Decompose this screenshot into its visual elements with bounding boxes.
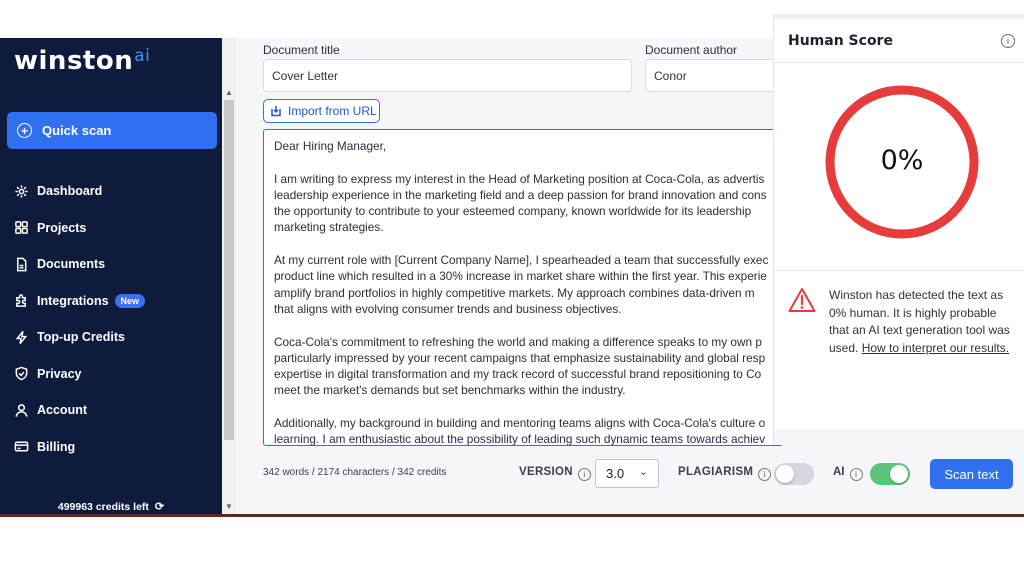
bolt-icon xyxy=(14,330,29,345)
editor-paragraph xyxy=(274,415,783,446)
sidebar-item-label: Top-up Credits xyxy=(37,330,125,345)
sidebar-item-documents[interactable] xyxy=(0,246,222,283)
sidebar-nav xyxy=(0,173,222,465)
editor-line: that aligns with evolving consumer trends and business objectives. xyxy=(274,301,622,316)
text-editor[interactable] xyxy=(263,129,783,446)
integrations-icon xyxy=(14,293,29,308)
projects-icon xyxy=(14,220,29,235)
version-label-text: VERSION xyxy=(519,466,573,478)
logo[interactable] xyxy=(14,46,150,76)
import-from-url-button[interactable] xyxy=(263,99,380,123)
ai-label xyxy=(833,466,863,481)
scroll-thumb[interactable] xyxy=(224,100,234,440)
logo-main: winston xyxy=(14,46,134,76)
editor-paragraph xyxy=(274,252,783,317)
sidebar-item-dashboard[interactable] xyxy=(0,173,222,210)
divider xyxy=(774,270,1024,271)
shield-icon xyxy=(14,366,29,381)
document-title-label: Document title xyxy=(263,43,340,57)
credits-text: 499963 credits left xyxy=(57,501,149,513)
documents-icon xyxy=(14,257,29,272)
editor-paragraph xyxy=(274,171,783,236)
sidebar-item-label: Account xyxy=(37,403,87,418)
toggle-knob xyxy=(890,465,908,483)
editor-line: Dear Hiring Manager, xyxy=(274,139,387,153)
dashboard-icon xyxy=(14,184,29,199)
panel-title: Human Score xyxy=(788,33,893,49)
editor-line: the opportunity to contribute to your esteemed company, known worldwide for its leadership xyxy=(274,204,752,219)
sidebar xyxy=(0,38,222,515)
sidebar-item-projects[interactable] xyxy=(0,210,222,247)
sidebar-item-account[interactable] xyxy=(0,392,222,429)
new-badge: New xyxy=(115,294,146,308)
bottom-border xyxy=(0,514,1024,517)
document-author-input[interactable]: Conor xyxy=(645,59,785,92)
version-label xyxy=(519,466,591,481)
editor-line: meet the market's demands but set benchmarks within the industry. xyxy=(274,383,626,398)
panel-top-bar xyxy=(774,14,1024,19)
quick-scan-label: Quick scan xyxy=(42,123,112,138)
billing-icon xyxy=(14,439,29,454)
editor-line: amplify brand portfolios in highly competitive markets. My approach combines data-driven m xyxy=(274,285,755,300)
chevron-down-icon: ⌄ xyxy=(638,466,648,478)
scroll-down-icon[interactable]: ▼ xyxy=(225,502,233,511)
sidebar-item-integrations[interactable] xyxy=(0,283,222,320)
sidebar-item-privacy[interactable] xyxy=(0,356,222,393)
ai-label-text: AI xyxy=(833,466,845,478)
toggle-knob xyxy=(776,465,794,483)
document-author-label: Document author xyxy=(645,43,738,57)
document-title-input[interactable]: Cover Letter xyxy=(263,59,632,92)
warning-icon xyxy=(788,287,816,313)
plagiarism-label xyxy=(678,466,771,481)
editor-paragraph xyxy=(274,138,783,154)
plus-icon: + xyxy=(17,123,32,138)
import-label: Import from URL xyxy=(288,104,377,118)
sidebar-scrollbar[interactable] xyxy=(222,38,236,515)
editor-line: Coca-Cola's commitment to refreshing the world and making a difference speaks to my own p xyxy=(274,334,762,349)
editor-line: learning. I am enthusiastic about the possibility of leading such dynamic teams towards achiev xyxy=(274,432,766,446)
document-stats: 342 words / 2174 characters / 342 credits xyxy=(263,467,447,478)
info-icon[interactable]: i xyxy=(758,468,771,481)
sidebar-item-label: Billing xyxy=(37,439,76,454)
editor-paragraph xyxy=(274,334,783,399)
verdict-message: Winston has detected the text as 0% human. It is highly probable that an AI text generation tool was used. xyxy=(829,288,1010,355)
sidebar-item-label: Documents xyxy=(37,257,106,272)
sidebar-item-label: Dashboard xyxy=(37,184,103,199)
divider xyxy=(774,62,1024,63)
editor-line: Additionally, my background in building and mentoring teams aligns with Coca-Cola's culture o xyxy=(274,416,766,431)
editor-line: expertise in digital transformation and my track record of successful brand repositioning to Co xyxy=(274,367,762,382)
sidebar-item-top-up-credits[interactable] xyxy=(0,319,222,356)
editor-line: leadership experience in the marketing field and a deep passion for brand innovation and cons xyxy=(274,187,767,202)
scroll-up-icon[interactable]: ▲ xyxy=(225,88,233,97)
editor-line: I am writing to express my interest in the Head of Marketing position at Coca-Cola, as advertis xyxy=(274,171,765,186)
sidebar-item-label: Integrations xyxy=(37,293,109,308)
human-score-value: 0% xyxy=(880,145,924,176)
info-icon[interactable]: i xyxy=(850,468,863,481)
scan-text-button[interactable]: Scan text xyxy=(930,459,1013,489)
user-icon xyxy=(14,403,29,418)
editor-line: marketing strategies. xyxy=(274,220,384,235)
sidebar-item-label: Projects xyxy=(37,220,87,235)
ai-toggle[interactable] xyxy=(870,463,910,485)
editor-line: particularly impressed by your recent campaigns that emphasize sustainability and global resp xyxy=(274,350,766,365)
logo-ai: ai xyxy=(134,46,151,66)
version-select[interactable] xyxy=(595,459,659,488)
interpret-results-link[interactable]: How to interpret our results. xyxy=(861,340,1010,355)
panel-footer xyxy=(774,429,1024,445)
verdict-text xyxy=(829,287,1014,357)
plagiarism-toggle[interactable] xyxy=(774,463,814,485)
refresh-icon[interactable]: ⟳ xyxy=(154,501,165,513)
editor-content xyxy=(274,138,783,446)
info-icon[interactable]: i xyxy=(578,468,591,481)
info-icon[interactable]: i xyxy=(1001,34,1015,48)
sidebar-item-label: Privacy xyxy=(37,366,82,381)
sidebar-item-billing[interactable] xyxy=(0,429,222,466)
editor-line: product line which resulted in a 30% increase in market share within the first year. This experie xyxy=(274,269,767,284)
human-score-panel xyxy=(773,14,1024,445)
plagiarism-label-text: PLAGIARISM xyxy=(678,466,754,478)
import-icon xyxy=(270,105,282,117)
editor-line: At my current role with [Current Company Name], I spearheaded a team that successfully exec xyxy=(274,253,769,268)
quick-scan-button[interactable] xyxy=(7,112,217,149)
credits-left xyxy=(0,500,222,513)
version-value: 3.0 xyxy=(606,466,625,481)
